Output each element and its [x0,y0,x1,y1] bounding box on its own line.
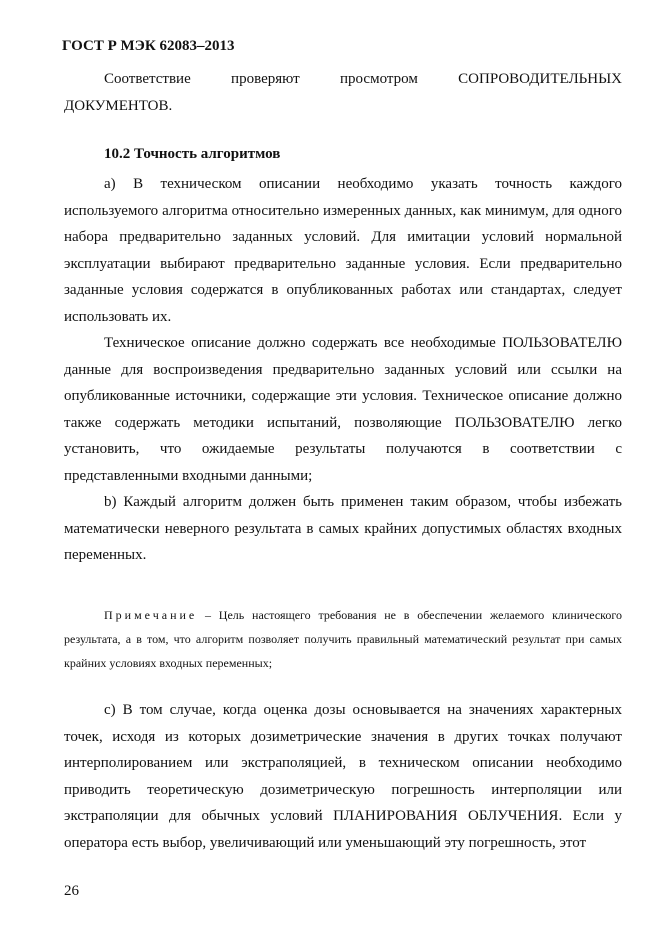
paragraph-c: c) В том случае, когда оценка дозы основывается на значениях характерных точек, исходя из которых дозиметрические значения в других точках получают интерполированием или экстраполяцией, в техническом описании необходимо приводить теоретическую дозиметрическую погрешность интерполяции или экстраполяции для обычных условий ПЛАНИРОВАНИЯ ОБЛУЧЕНИЯ. Если у оператора есть выбор, увеличивающий или уменьшающий эту погрешность, этот [64,702,622,851]
section-body [64,171,622,569]
section-heading: 10.2 Точность алгоритмов [104,146,281,162]
intro-paragraph: Соответствие проверяют просмотром СОПРОВОДИТЕЛЬНЫХ ДОКУМЕНТОВ. [64,71,622,114]
paragraph-b: b) Каждый алгоритм должен быть применен таким образом, чтобы избежать математически неверного результата в самых крайних допустимых областях входных переменных. [64,494,622,563]
note-text: – Цель настоящего требования не в обеспечении желаемого клинического результата, а в том, что алгоритм позволяет получить правильный математический результат при самых крайних условиях входных переменных; [64,608,622,670]
page-number: 26 [64,883,79,899]
paragraph-a: а) В техническом описании необходимо указать точность каждого используемого алгоритма относительно измеренных данных, как минимум, для одного набора предварительно заданных условий. Для имитации условий нормальной эксплуатации выбирают предварительно заданные условия. Если предварительно заданные условия содержатся в опубликованных работах или стандартах, следует использовать их. [64,176,622,325]
document-header: ГОСТ Р МЭК 62083–2013 [62,38,235,54]
paragraph-c-block [64,697,622,856]
note-label: Примечание [104,608,198,622]
intro-block [64,66,622,119]
paragraph-a-continued: Техническое описание должно содержать все необходимые ПОЛЬЗОВАТЕЛЮ данные для воспроизведения предварительно заданных условий или ссылки на опубликованные источники, содержащие эти условия. Техническое описание должно также содержать методики испытаний, позволяющие ПОЛЬЗОВАТЕЛЮ легко установить, что ожидаемые результаты получаются в соответствии с представленными входными данными; [64,335,622,484]
note-block [64,603,622,675]
